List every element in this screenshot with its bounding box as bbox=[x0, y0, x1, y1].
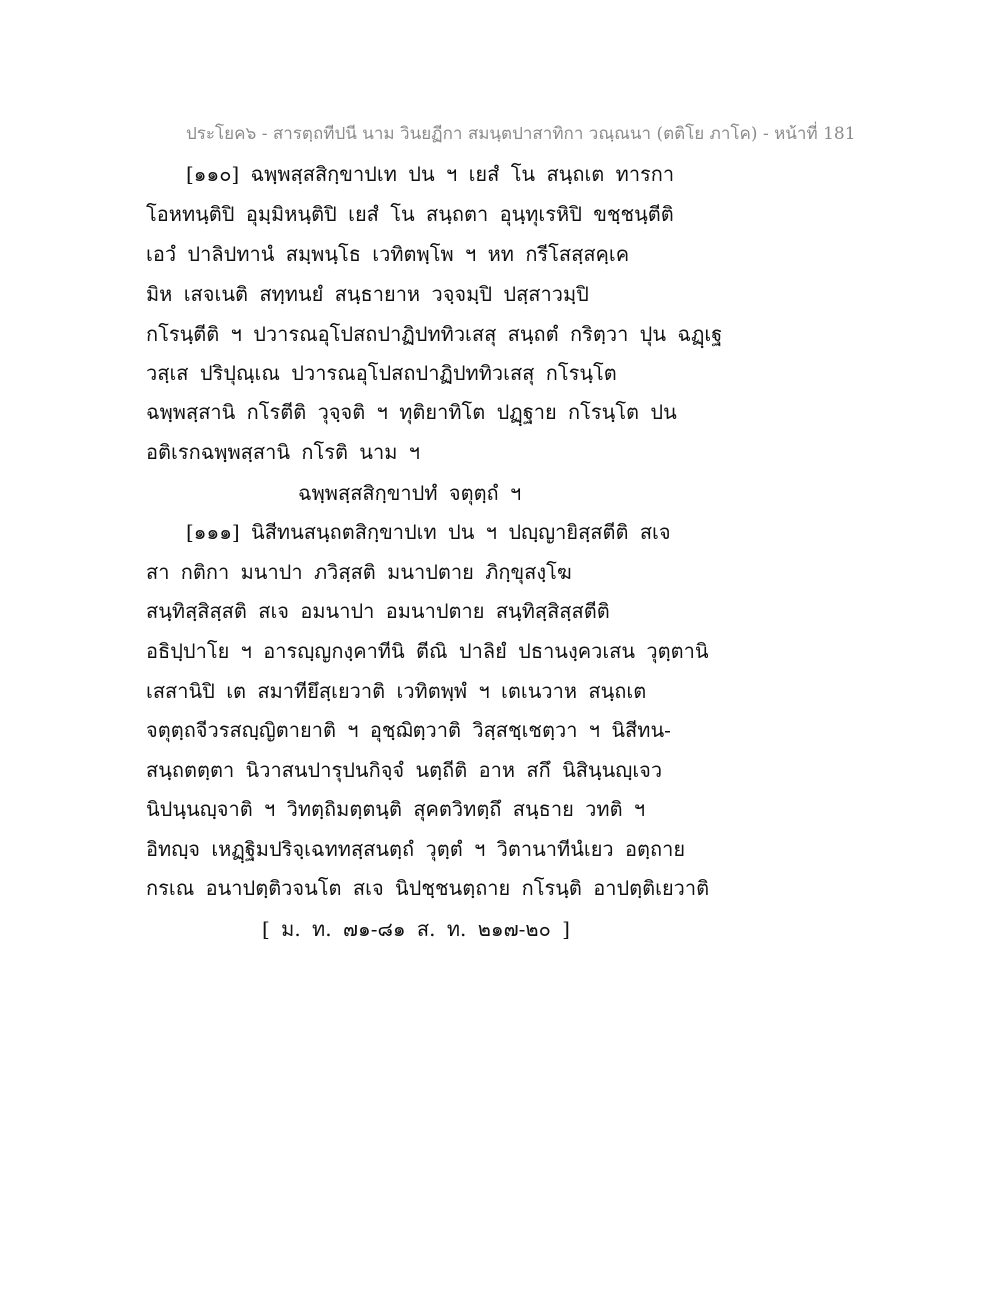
paragraph-line: โอหทนฺติปิ อุมฺมิหนฺติปิ เยสํ โน สนฺถตา อุนฺทุเรหิปิ ขชฺชนฺตีติ bbox=[146, 202, 674, 226]
reference-note: [ ม. ท. ๗๑-๘๑ ส. ท. ๒๑๗-๒๐ ] bbox=[262, 917, 570, 941]
paragraph-line: สนฺถตตฺตา นิวาสนปารุปนกิจฺจํ นตฺถีติ อาห สกึ นิสินฺนญฺเจว bbox=[146, 758, 663, 782]
paragraph-line: มิห เสจเนติ สทฺทนยํ สนฺธายาห วจฺจมฺปิ ปสฺสาวมฺปิ bbox=[146, 282, 589, 306]
paragraph-line: [๑๑๑] นิสีทนสนฺถตสิกฺขาปเท ปน ฯ ปญฺญายิสฺสตีติ สเจ bbox=[186, 520, 671, 544]
paragraph-line: อธิปฺปาโย ฯ อารญฺญกงฺคาทีนิ ตีณิ ปาลิยํ ปธานงฺควเสน วุตฺตานิ bbox=[146, 639, 709, 663]
paragraph-line: [๑๑๐] ฉพฺพสฺสสิกฺขาปเท ปน ฯ เยสํ โน สนฺถเต ทารกา bbox=[186, 162, 675, 186]
paragraph-line: จตุตฺถจีวรสญฺญิตายาติ ฯ อุชฺฌิตฺวาติ วิสฺสชฺเชตฺวา ฯ นิสีทน- bbox=[146, 718, 671, 742]
paragraph-line: อิทญฺจ เหฏฺฐิมปริจฺเฉททสฺสนตฺถํ วุตฺตํ ฯ วิตานาทีนํเยว อตฺถาย bbox=[146, 837, 686, 861]
paragraph-line: เอวํ ปาลิปทานํ สมฺพนฺโธ เวทิตพฺโพ ฯ หท กรีโสสฺสคฺเค bbox=[146, 242, 630, 266]
paragraph-line: อติเรกฉพฺพสฺสานิ กโรติ นาม ฯ bbox=[146, 440, 420, 464]
paragraph-line: วสฺเส ปริปุณฺเณ ปวารณอุโปสถปาฏิปททิวเสสุ กโรนฺโต bbox=[146, 361, 617, 385]
paragraph-line: สา กติกา มนาปา ภวิสฺสติ มนาปตาย ภิกฺขุสงฺโฆ bbox=[146, 560, 572, 584]
paragraph-line: กรเณ อนาปตฺติวจนโต สเจ นิปชฺชนตฺถาย กโรนฺติ อาปตฺติเยวาติ bbox=[146, 876, 710, 900]
page-header: ประโยค๖ - สารตฺถทีปนี นาม วินยฏีกา สมนฺตปาสาทิกา วณฺณนา (ตติโย ภาโค) - หน้าที่ 181 bbox=[186, 124, 856, 144]
paragraph-line: เสสานิปิ เต สมาทียึสฺเยวาติ เวทิตพฺพํ ฯ เตเนวาห สนฺถเต bbox=[146, 679, 647, 703]
paragraph-line: ฉพฺพสฺสานิ กโรตีติ วุจฺจติ ฯ ทุติยาทิโต ปฏฺฐาย กโรนฺโต ปน bbox=[146, 400, 677, 424]
paragraph-line: นิปนฺนญฺจาติ ฯ วิทตฺถิมตฺตนฺติ สุคตวิทตฺถึ สนฺธาย วทติ ฯ bbox=[146, 797, 646, 821]
paragraph-line: สนฺทิสฺสิสฺสติ สเจ อมนาปา อมนาปตาย สนฺทิสฺสิสฺสตีติ bbox=[146, 599, 610, 623]
section-heading: ฉพฺพสฺสสิกฺขาปทํ จตุตฺถํ ฯ bbox=[298, 481, 522, 505]
paragraph-line: กโรนฺตีติ ฯ ปวารณอุโปสถปาฏิปททิวเสสุ สนฺถตํ กริตฺวา ปุน ฉฏฺเฐ bbox=[146, 322, 723, 346]
